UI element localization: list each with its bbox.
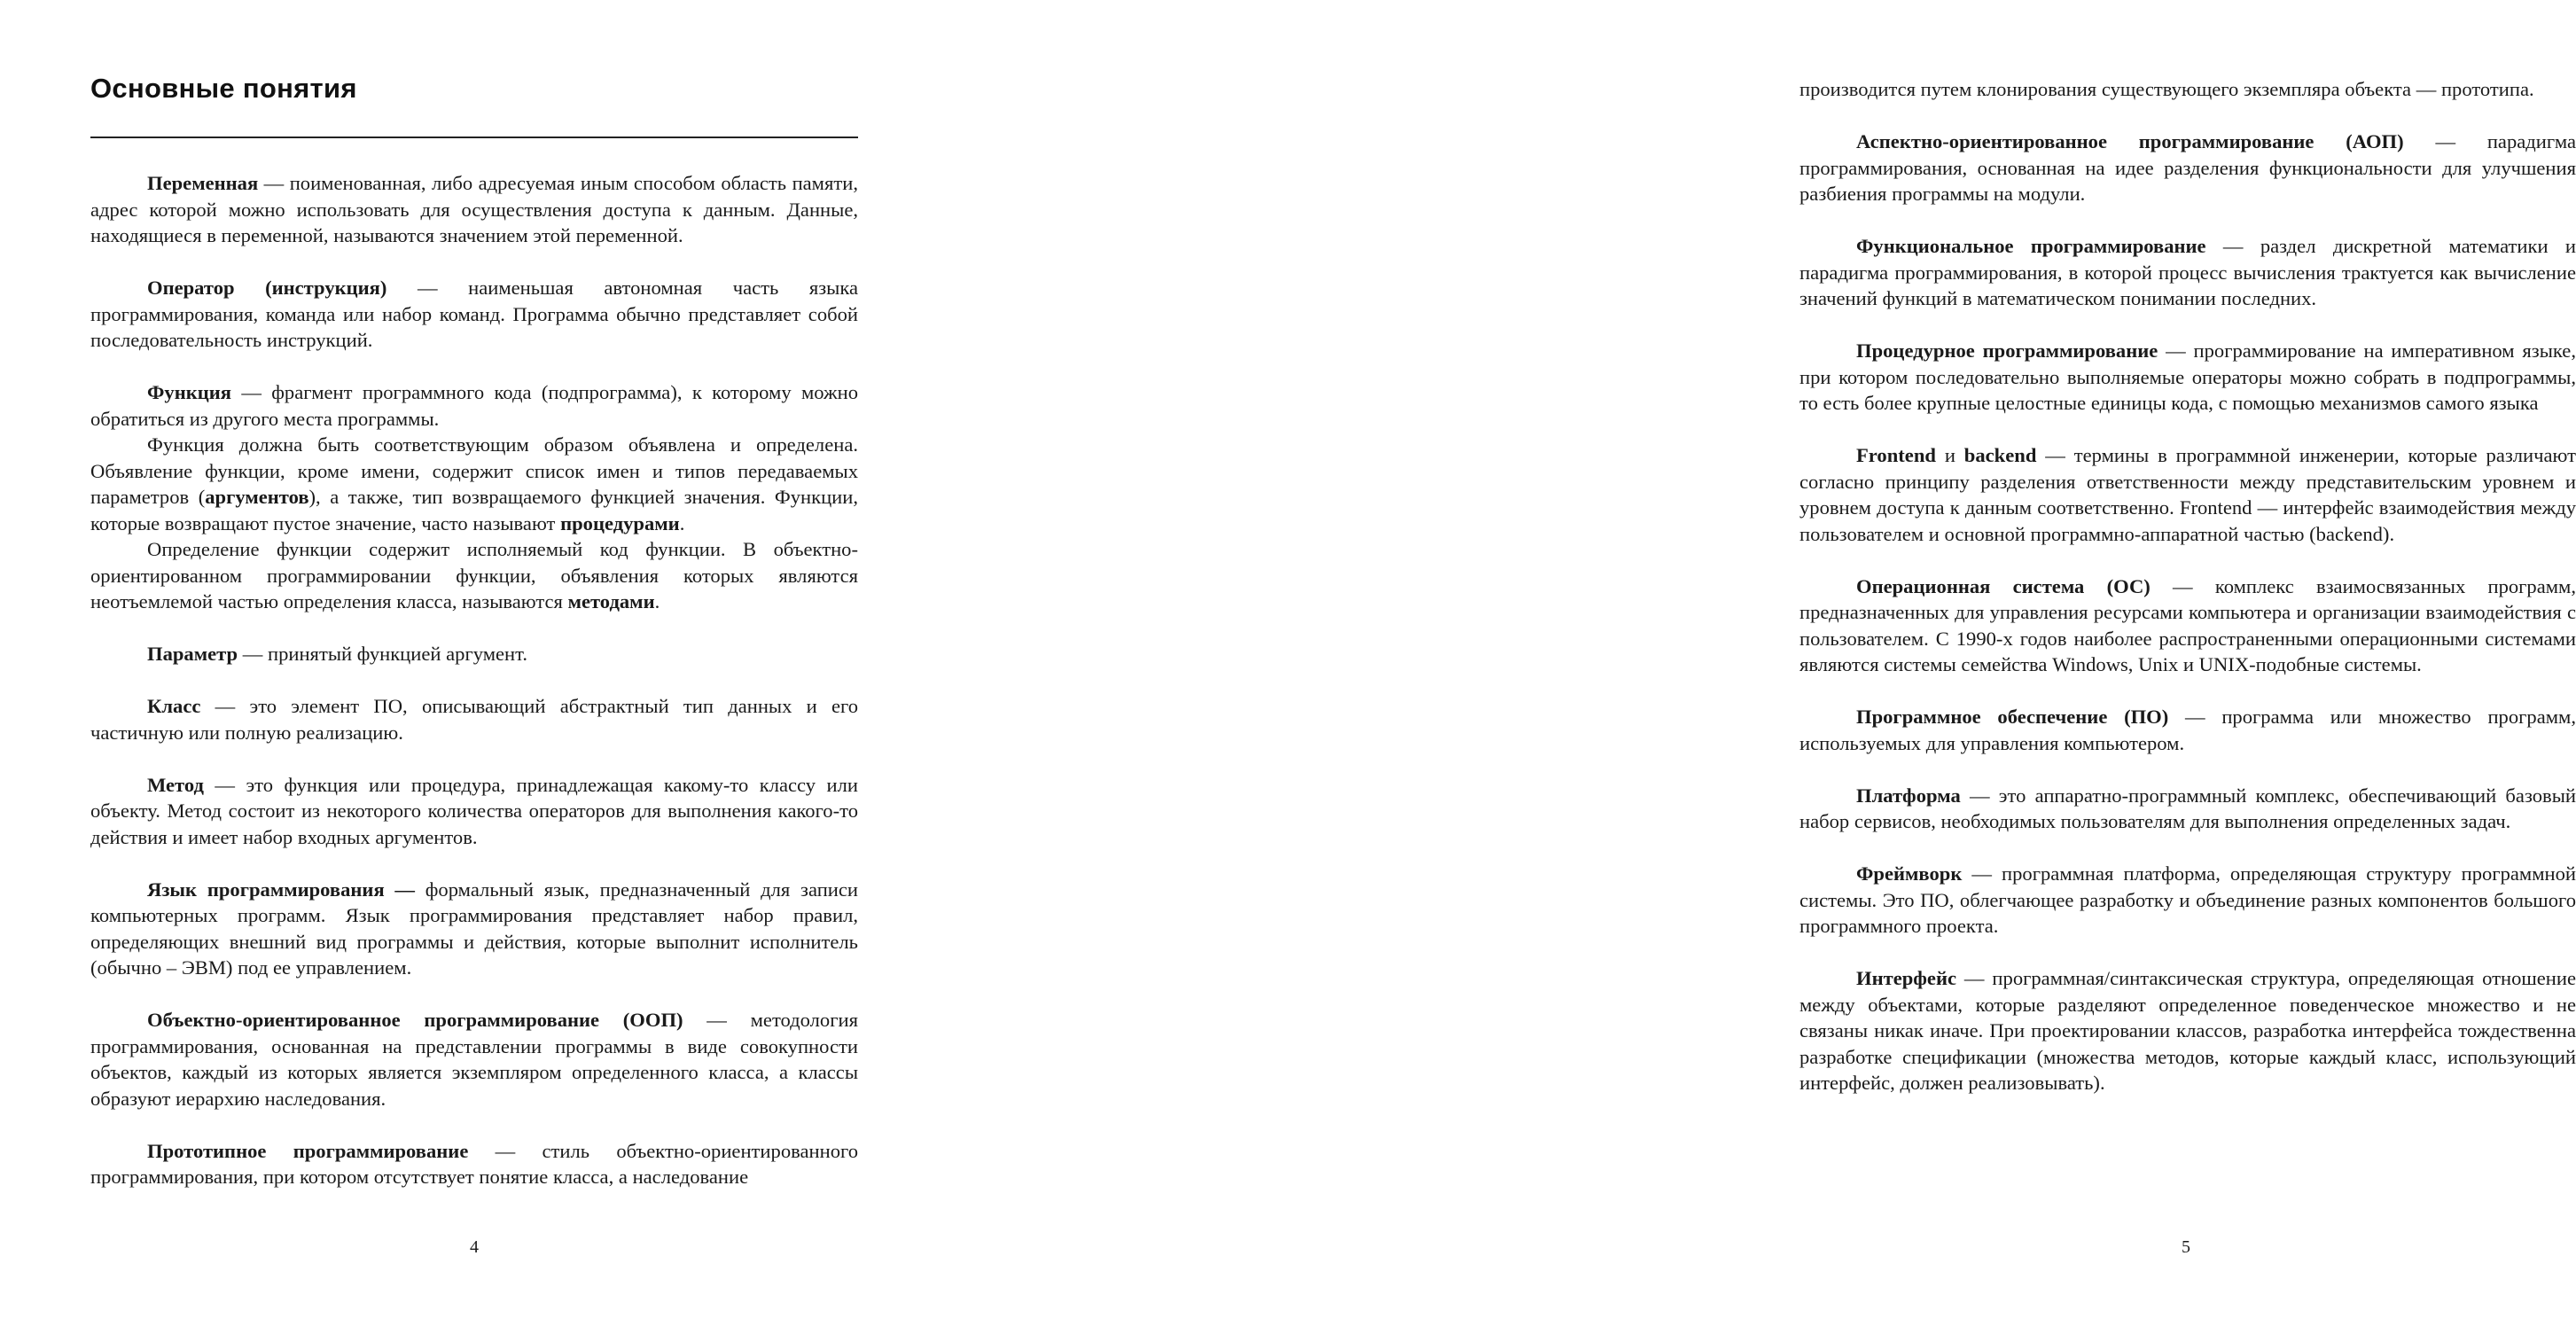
definition-body: — программа или множество программ, используемых для управления компьютером. (1799, 706, 2576, 754)
definition-term: Оператор (инструкция) (147, 277, 387, 299)
definition-term: Frontend (1856, 444, 1936, 466)
definition-term: Процедурное программирование (1856, 339, 2158, 362)
definition-body: — стиль объектно-ориентированного программирования, при котором отсутствует понятие класса, а наследование (90, 1139, 858, 1188)
definition-term: Интерфейс (1856, 967, 1956, 989)
inline-term: процедурами (560, 511, 680, 534)
definition-term: Параметр (147, 643, 238, 665)
definition-entry (90, 1138, 858, 1190)
definition-body: — раздел дискретной математики и парадигма программирования, в которой процесс вычисления трактуется как вычисление значений функций в математическом понимании последних. (1799, 235, 2576, 309)
definition-body: — это элемент ПО, описывающий абстрактный тип данных и его частичную или полную реализацию. (90, 695, 858, 744)
continuation-paragraph (1799, 76, 2576, 103)
definition-entry (1799, 861, 2576, 940)
definition-body: — комплекс взаимосвязанных программ, предназначенных для управления ресурсами компьютера и организации взаимодействия с пользователем. С 1990-х годов наиболее распространенными операционными системами являются системы семейства Windows, Unix и UNIX-подобные системы. (1799, 574, 2576, 675)
definition-body: — методология программирования, основанная на представлении программы в виде совокупности объектов, каждый из которых является экземпляром определенного класса, а классы образуют иерархию наследования. (90, 1009, 858, 1110)
inline-term: методами (567, 590, 655, 612)
definition-entry (90, 877, 858, 981)
definition-term: Функциональное программирование (1856, 235, 2206, 257)
definition-entry (90, 379, 858, 615)
definition-term: Объектно-ориентированное программирование (ООП) (147, 1009, 683, 1031)
definition-term: Язык программирования — (147, 878, 416, 901)
definition-body: формальный язык, предназначенный для записи компьютерных программ. Язык программирования представляет набор правил, определяющих внешний вид программы и действия, которые выполнит исполнитель (обычно – ЭВМ) под ее управлением. (90, 878, 858, 979)
definition-entry (1799, 442, 2576, 547)
definition-body: — это функция или процедура, принадлежащая какому-то классу или объекту. Метод состоит из некоторого количества операторов для выполнения какого-то действия и имеет набор входных аргументов. (90, 773, 858, 848)
definition-term: Класс (147, 695, 201, 717)
definition-entry (90, 772, 858, 851)
definition-body: — принятый функцией аргумент. (238, 643, 527, 665)
definition-entry (1799, 783, 2576, 835)
paragraph-text: Функция должна быть соответствующим образом объявлена и определена. Объявление функции, кроме имени, содержит список имен и типов передаваемых параметров ( (90, 433, 858, 508)
page-number: 5 (2182, 1237, 2190, 1257)
definition-term: Фреймворк (1856, 862, 1963, 885)
left-page (0, 0, 886, 1334)
definition-body: — программная/синтаксическая структура, определяющая отношение между объектами, которые разделяют определенное поведенческое множество и не связаны никак иначе. При проектировании классов, разработка интерфейса тождественна разработке спецификации (множества методов, которые каждый класс, использующий интерфейс, должен реализовывать). (1799, 967, 2576, 1094)
definition-entry (1799, 338, 2576, 417)
definition-entry (1799, 129, 2576, 207)
definition-entry (90, 275, 858, 354)
heading-divider (90, 137, 858, 138)
connector-text: и (1935, 444, 1964, 466)
definition-entry (1799, 704, 2576, 756)
definition-term: Платформа (1856, 784, 1961, 807)
page-number: 4 (470, 1237, 479, 1257)
definition-body: — фрагмент программного кода (подпрограмма), к которому можно обратиться из другого места программы. (90, 381, 858, 430)
continuation-text: производится путем клонирования существующего экземпляра объекта — прототипа. (1799, 78, 2534, 100)
definition-term: Переменная (147, 172, 259, 194)
definition-entry (90, 641, 858, 667)
paragraph-text: ), а также, тип возвращаемого функцией значения. Функции, которые возвращают пустое значение, часто называют (90, 486, 858, 534)
definition-body: — программная платформа, определяющая структуру программной системы. Это ПО, облегчающее разработку и объединение разных компонентов большого программного проекта. (1799, 862, 2576, 937)
definition-body: — термины в программной инженерии, которые различают согласно принципу разделения ответственности между представительским уровнем и уровнем доступа к данным соответственно. Frontend — интерфейс взаимодействия между пользователем и основной программно-аппаратной частью (backend). (1799, 444, 2576, 545)
page-title: Основные понятия (90, 73, 357, 104)
definition-entry (1799, 965, 2576, 1096)
definition-entry (1799, 233, 2576, 312)
right-page (886, 0, 2576, 1334)
definition-entry (90, 1007, 858, 1112)
definition-body: — поименованная, либо адресуемая иным способом область памяти, адрес которой можно использовать для осуществления доступа к данным. Данные, находящиеся в переменной, называются значением этой переменной. (90, 172, 858, 246)
definition-term: Программное обеспечение (ПО) (1856, 706, 2169, 728)
definition-body: — наименьшая автономная часть языка программирования, команда или набор команд. Программа обычно представляет собой последовательность инструкций. (90, 277, 858, 351)
paragraph-text: . (654, 590, 660, 612)
definition-term: Операционная система (ОС) (1856, 574, 2151, 597)
definition-term: backend (1963, 444, 2037, 466)
inline-term: аргументов (205, 486, 309, 508)
definition-term: Аспектно-ориентированное программирование (АОП) (1856, 130, 2404, 152)
definition-entry (90, 170, 858, 249)
definition-entry (90, 693, 858, 745)
definition-body: — парадигма программирования, основанная на идее разделения функциональности для улучшения разбиения программы на модули. (1799, 130, 2576, 205)
definition-term: Функция (147, 381, 231, 403)
definition-body: — это аппаратно-программный комплекс, обеспечивающий базовый набор сервисов, необходимых пользователям для выполнения определенных задач. (1799, 784, 2576, 832)
definition-body: — программирование на императивном языке, при котором последовательно выполняемые операторы можно собрать в подпрограммы, то есть более крупные целостные единицы кода, с помощью механизмов самого языка (1799, 339, 2576, 414)
right-column (1799, 76, 2576, 1122)
paragraph-text: . (679, 511, 685, 534)
left-column (90, 170, 858, 1216)
definition-entry (1799, 573, 2576, 678)
definition-term: Метод (147, 773, 204, 796)
definition-term: Прототипное программирование (147, 1139, 469, 1162)
paragraph-text: Определение функции содержит исполняемый код функции. В объектно-ориентированном программировании функции, объявления которых являются неотъемлемой частью определения класса, называются (90, 538, 858, 612)
